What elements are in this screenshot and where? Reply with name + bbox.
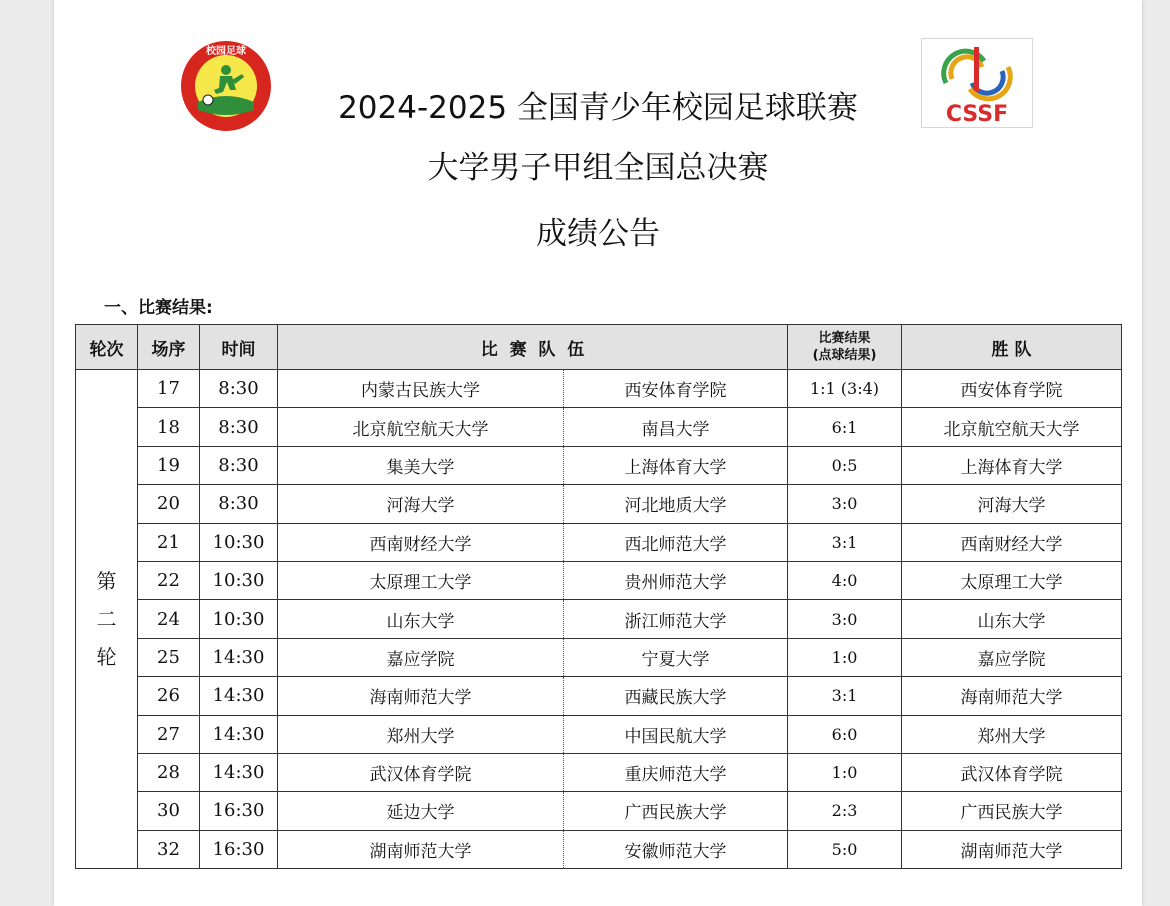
match-number: 20: [138, 485, 200, 523]
title-line-3: 成绩公告: [536, 216, 660, 252]
round-cell: [76, 370, 138, 869]
table-row: [76, 408, 1122, 446]
winner-team: 广西民族大学: [902, 792, 1122, 830]
header-time: 时间: [200, 325, 278, 370]
team-b: 中国民航大学: [564, 715, 788, 753]
team-b: 重庆师范大学: [564, 753, 788, 791]
svg-text:校园足球: 校园足球: [206, 46, 246, 57]
table-row: [76, 715, 1122, 753]
title-line-1: 2024-2025 全国青少年校园足球联赛: [338, 90, 858, 126]
winner-team: 海南师范大学: [902, 677, 1122, 715]
results-table: [75, 324, 1122, 869]
match-result: 2:3: [788, 792, 902, 830]
match-result: 3:1: [788, 523, 902, 561]
table-row: [76, 561, 1122, 599]
match-number: 25: [138, 638, 200, 676]
table-row: [76, 446, 1122, 484]
header-round: 轮次: [76, 325, 138, 370]
match-time: 14:30: [200, 715, 278, 753]
team-b: 南昌大学: [564, 408, 788, 446]
match-number: 32: [138, 830, 200, 868]
team-b: 西藏民族大学: [564, 677, 788, 715]
match-number: 18: [138, 408, 200, 446]
table-row: [76, 792, 1122, 830]
match-number: 24: [138, 600, 200, 638]
team-a: 海南师范大学: [278, 677, 564, 715]
match-time: 14:30: [200, 677, 278, 715]
winner-team: 北京航空航天大学: [902, 408, 1122, 446]
match-number: 30: [138, 792, 200, 830]
header-result: [788, 325, 902, 370]
team-a: 内蒙古民族大学: [278, 370, 564, 408]
cssf-logo-text: CSSF: [945, 102, 1009, 127]
team-a: 河海大学: [278, 485, 564, 523]
match-time: 8:30: [200, 446, 278, 484]
round-label-char: 第: [96, 569, 117, 594]
header-match: 场序: [138, 325, 200, 370]
header-result-line1: 比赛结果: [818, 331, 871, 346]
match-time: 10:30: [200, 561, 278, 599]
match-time: 14:30: [200, 638, 278, 676]
team-b: 宁夏大学: [564, 638, 788, 676]
match-number: 27: [138, 715, 200, 753]
table-row: [76, 485, 1122, 523]
table-row: [76, 753, 1122, 791]
team-b: 河北地质大学: [564, 485, 788, 523]
team-a: 西南财经大学: [278, 523, 564, 561]
winner-team: 山东大学: [902, 600, 1122, 638]
table-row: [76, 677, 1122, 715]
match-number: 21: [138, 523, 200, 561]
section-title: 一、比赛结果:: [104, 298, 213, 318]
match-result: 3:1: [788, 677, 902, 715]
team-a: 郑州大学: [278, 715, 564, 753]
winner-team: 嘉应学院: [902, 638, 1122, 676]
match-time: 14:30: [200, 753, 278, 791]
team-a: 嘉应学院: [278, 638, 564, 676]
match-result: 3:0: [788, 485, 902, 523]
match-result: 1:0: [788, 753, 902, 791]
match-result: 1:0: [788, 638, 902, 676]
match-result: 3:0: [788, 600, 902, 638]
match-time: 16:30: [200, 830, 278, 868]
match-time: 8:30: [200, 370, 278, 408]
team-a: 延边大学: [278, 792, 564, 830]
winner-team: 河海大学: [902, 485, 1122, 523]
match-result: 1:1 (3:4): [788, 370, 902, 408]
team-b: 西安体育学院: [564, 370, 788, 408]
match-result: 0:5: [788, 446, 902, 484]
table-row: [76, 830, 1122, 868]
header-winner: 胜 队: [902, 325, 1122, 370]
match-number: 17: [138, 370, 200, 408]
document-page: [54, 0, 1142, 906]
winner-team: 西安体育学院: [902, 370, 1122, 408]
team-b: 贵州师范大学: [564, 561, 788, 599]
table-header-row: [76, 325, 1122, 370]
team-b: 浙江师范大学: [564, 600, 788, 638]
match-number: 19: [138, 446, 200, 484]
match-time: 8:30: [200, 485, 278, 523]
winner-team: 上海体育大学: [902, 446, 1122, 484]
header-teams: 比 赛 队 伍: [278, 325, 788, 370]
match-time: 10:30: [200, 600, 278, 638]
winner-team: 太原理工大学: [902, 561, 1122, 599]
header-result-line2: (点球结果): [812, 348, 877, 363]
team-b: 安徽师范大学: [564, 830, 788, 868]
table-row: [76, 370, 1122, 408]
team-b: 上海体育大学: [564, 446, 788, 484]
match-result: 4:0: [788, 561, 902, 599]
team-a: 武汉体育学院: [278, 753, 564, 791]
match-time: 8:30: [200, 408, 278, 446]
winner-team: 西南财经大学: [902, 523, 1122, 561]
table-row: [76, 523, 1122, 561]
match-result: 6:0: [788, 715, 902, 753]
winner-team: 武汉体育学院: [902, 753, 1122, 791]
match-time: 16:30: [200, 792, 278, 830]
team-a: 集美大学: [278, 446, 564, 484]
match-number: 22: [138, 561, 200, 599]
match-time: 10:30: [200, 523, 278, 561]
table-row: [76, 600, 1122, 638]
match-result: 6:1: [788, 408, 902, 446]
team-b: 广西民族大学: [564, 792, 788, 830]
winner-team: 郑州大学: [902, 715, 1122, 753]
round-label-char: 轮: [96, 645, 117, 670]
team-a: 北京航空航天大学: [278, 408, 564, 446]
title-line-2: 大学男子甲组全国总决赛: [427, 150, 769, 186]
team-a: 湖南师范大学: [278, 830, 564, 868]
table-row: [76, 638, 1122, 676]
team-a: 太原理工大学: [278, 561, 564, 599]
team-b: 西北师范大学: [564, 523, 788, 561]
round-label-char: 二: [96, 607, 117, 632]
winner-team: 湖南师范大学: [902, 830, 1122, 868]
match-number: 28: [138, 753, 200, 791]
match-number: 26: [138, 677, 200, 715]
team-a: 山东大学: [278, 600, 564, 638]
match-result: 5:0: [788, 830, 902, 868]
